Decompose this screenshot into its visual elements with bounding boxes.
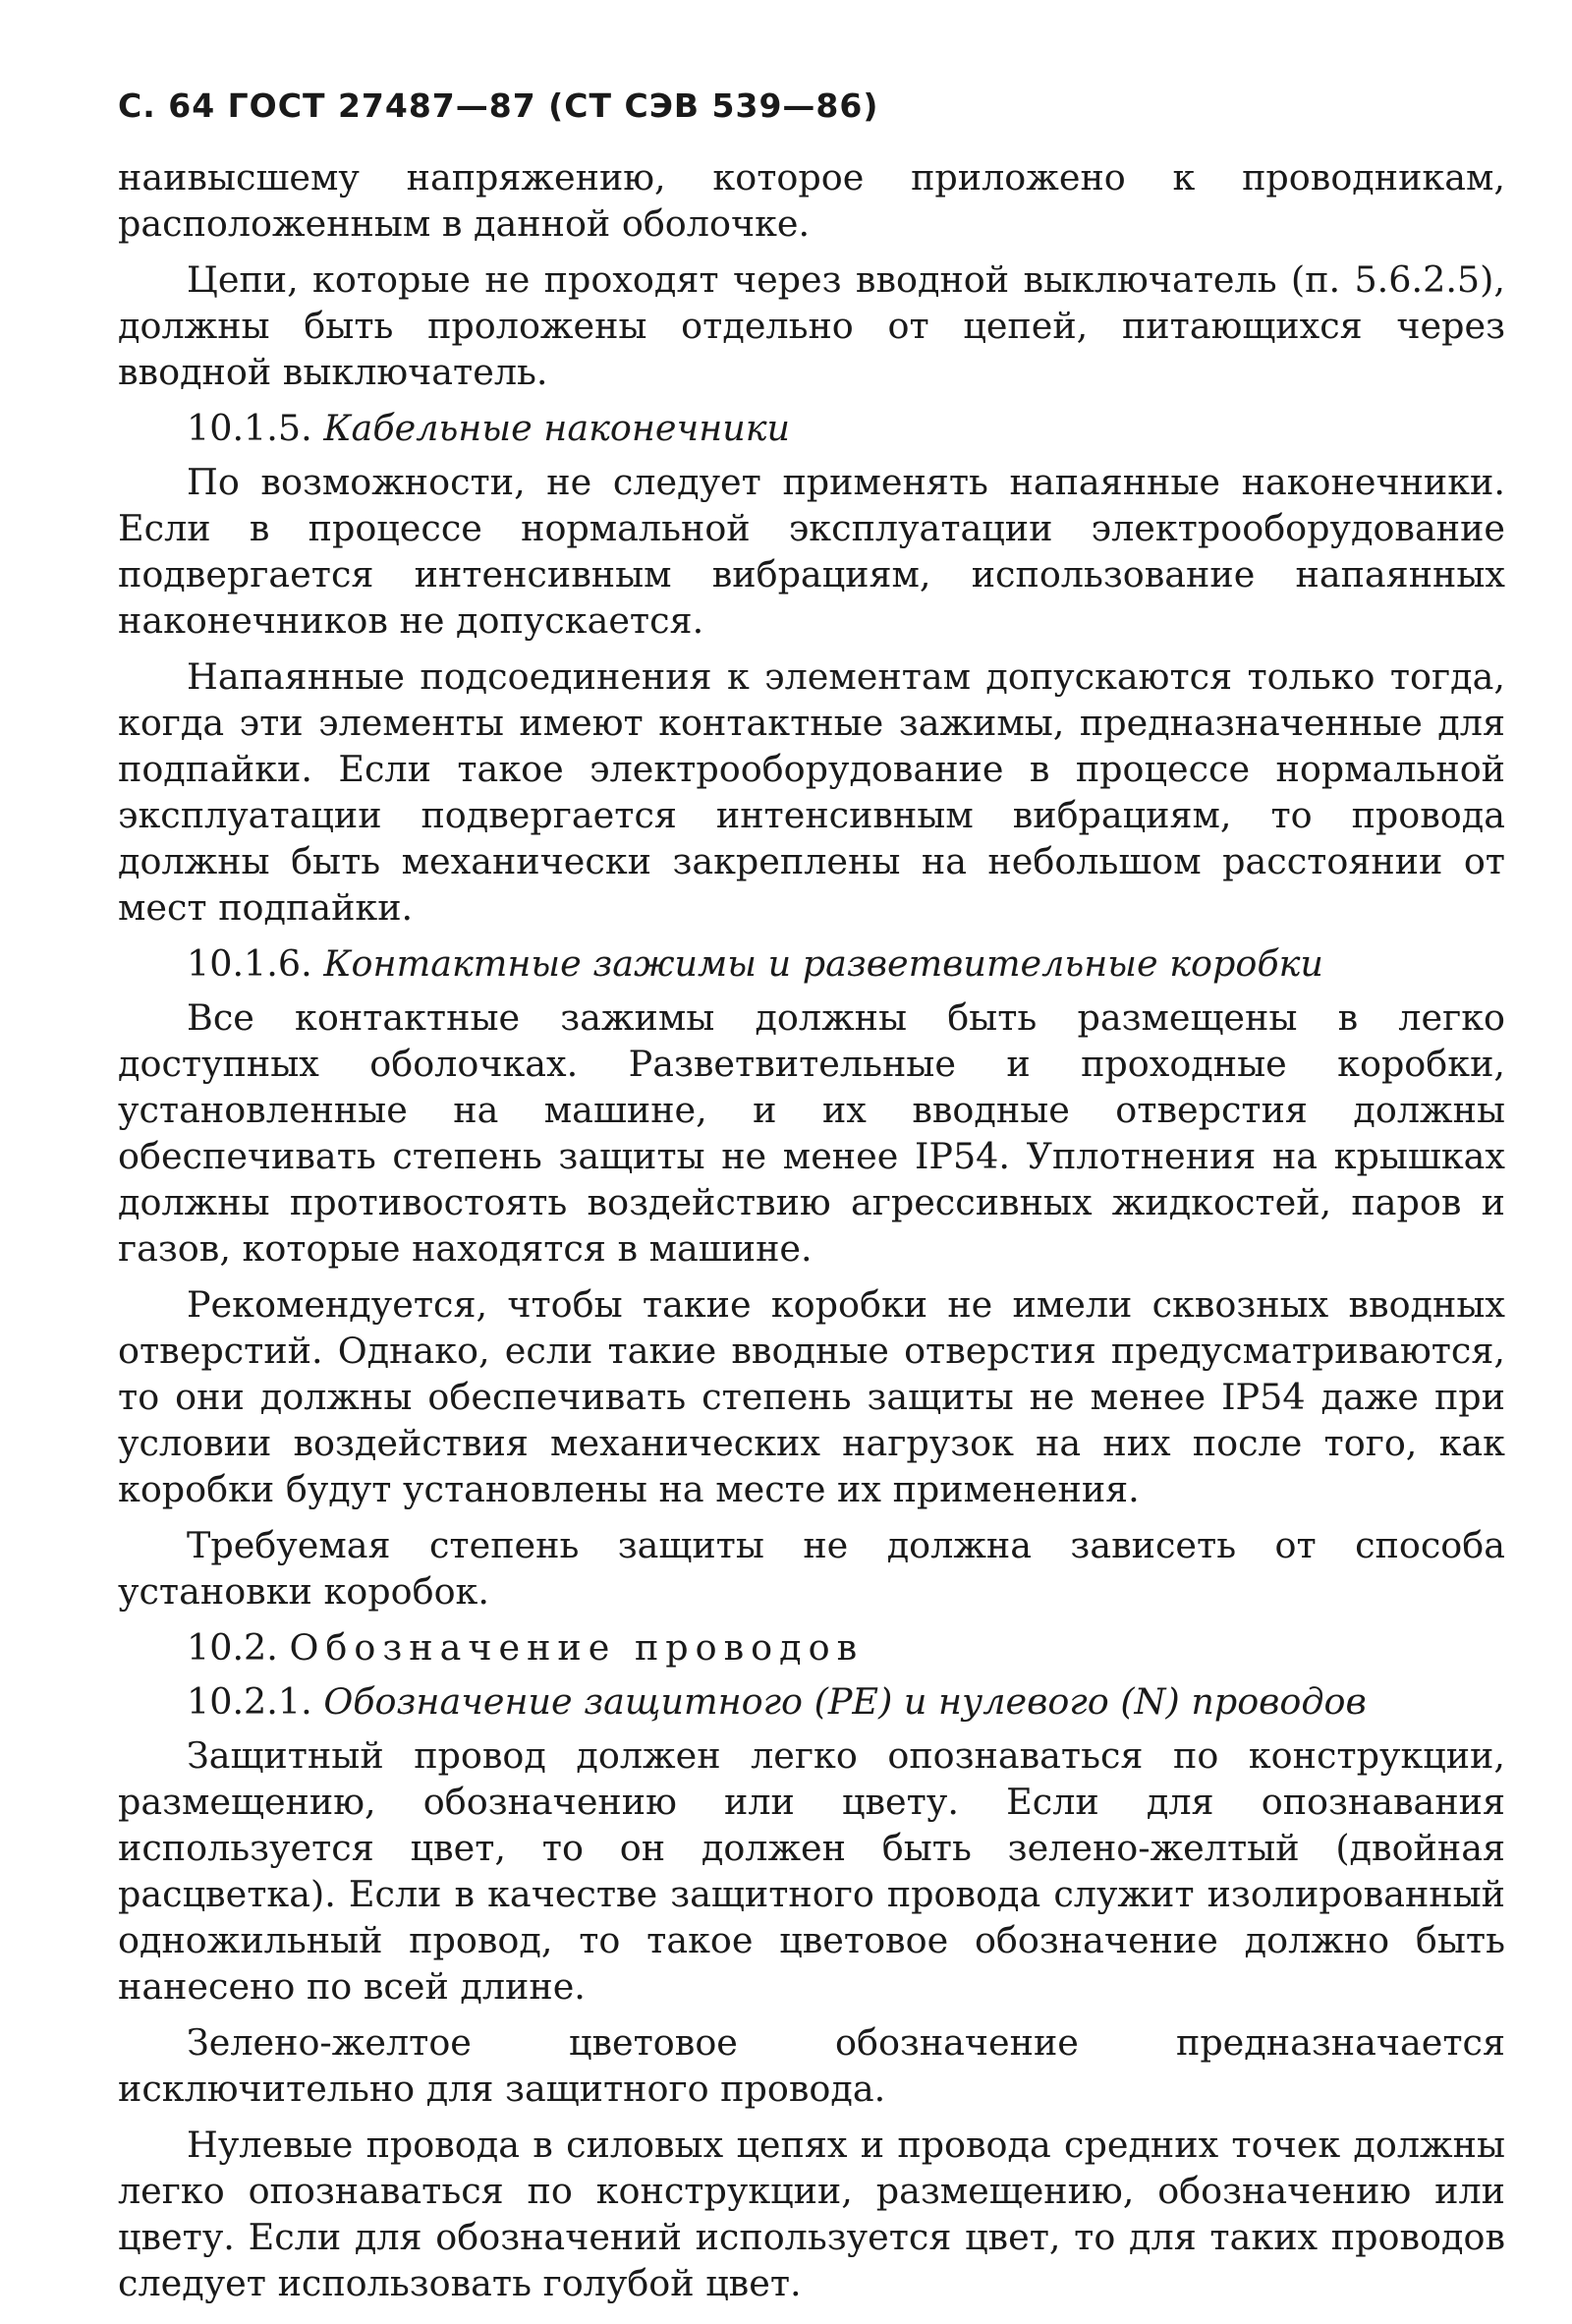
- paragraph: Цепи, которые не проходят через вводной выключатель (п. 5.6.2.5), должны быть проложены отдельно от цепей, питающихся через вводной выключатель.: [118, 258, 1505, 393]
- section-heading: [118, 1678, 1505, 1725]
- paragraph: По возможности, не следует применять напаянные наконечники. Если в процессе нормальной эксплуатации электрооборудование подвергается интенсивным вибрациям, использование напаянных наконечников не допускается.: [118, 461, 1505, 642]
- section-heading: [118, 405, 1505, 451]
- section-title: Кабельные наконечники: [323, 407, 791, 449]
- document-body: [118, 154, 1505, 2306]
- paragraph: Все контактные зажимы должны быть размещены в легко доступных оболочках. Разветвительные и проходные коробки, установленные на машине, и их вводные отверстия должны обеспечивать степень защиты не менее IP54. Уплотнения на крышках должны противостоять воздействию агрессивных жидкостей, паров и газов, которые находятся в машине.: [118, 996, 1505, 1270]
- section-title: Обозначение защитного (PE) и нулевого (N) проводов: [323, 1680, 1367, 1723]
- section-number: 10.1.5.: [187, 407, 312, 449]
- section-heading: [118, 1624, 1505, 1671]
- paragraph: Рекомендуется, чтобы такие коробки не имели сквозных вводных отверстий. Однако, если такие вводные отверстия предусматриваются, то они должны обеспечивать степень защиты не менее IP54 даже при условии воздействия механических нагрузок на них после того, как коробки будут установлены на месте их применения.: [118, 1283, 1505, 1510]
- section-number: 10.2.1.: [187, 1680, 312, 1723]
- paragraph: Напаянные подсоединения к элементам допускаются только тогда, когда эти элементы имеют контактные зажимы, предназначенные для подпайки. Если такое электрооборудование в процессе нормальной эксплуатации подвергается интенсивным вибрациям, то провода должны быть механически закреплены на небольшом расстоянии от мест подпайки.: [118, 655, 1505, 929]
- paragraph: Защитный провод должен легко опознаваться по конструкции, размещению, обозначению или цвету. Если для опознавания используется цвет, то он должен быть зелено-желтый (двойная расцветка). Если в качестве защитного провода служит изолированный одножильный провод, то такое цветовое обозначение должно быть нанесено по всей длине.: [118, 1734, 1505, 2008]
- section-title: Контактные зажимы и разветвительные коробки: [323, 942, 1323, 985]
- section-heading: [118, 940, 1505, 987]
- paragraph: Требуемая степень защиты не должна зависеть от способа установки коробок.: [118, 1524, 1505, 1613]
- page-header: С. 64 ГОСТ 27487—87 (СТ СЭВ 539—86): [118, 86, 879, 125]
- paragraph: Зелено-желтое цветовое обозначение предназначается исключительно для защитного провода.: [118, 2021, 1505, 2110]
- paragraph: Нулевые провода в силовых цепях и провода средних точек должны легко опознаваться по конструкции, размещению, обозначению или цвету. Если для обозначений используется цвет, то для таких проводов следует использовать голубой цвет.: [118, 2124, 1505, 2304]
- paragraph: наивысшему напряжению, которое приложено к проводникам, расположенным в данной оболочке.: [118, 156, 1505, 245]
- section-number: 10.2.: [187, 1626, 278, 1669]
- section-number: 10.1.6.: [187, 942, 312, 985]
- section-title: Обозначение проводов: [289, 1626, 865, 1669]
- document-page: [118, 86, 1505, 2316]
